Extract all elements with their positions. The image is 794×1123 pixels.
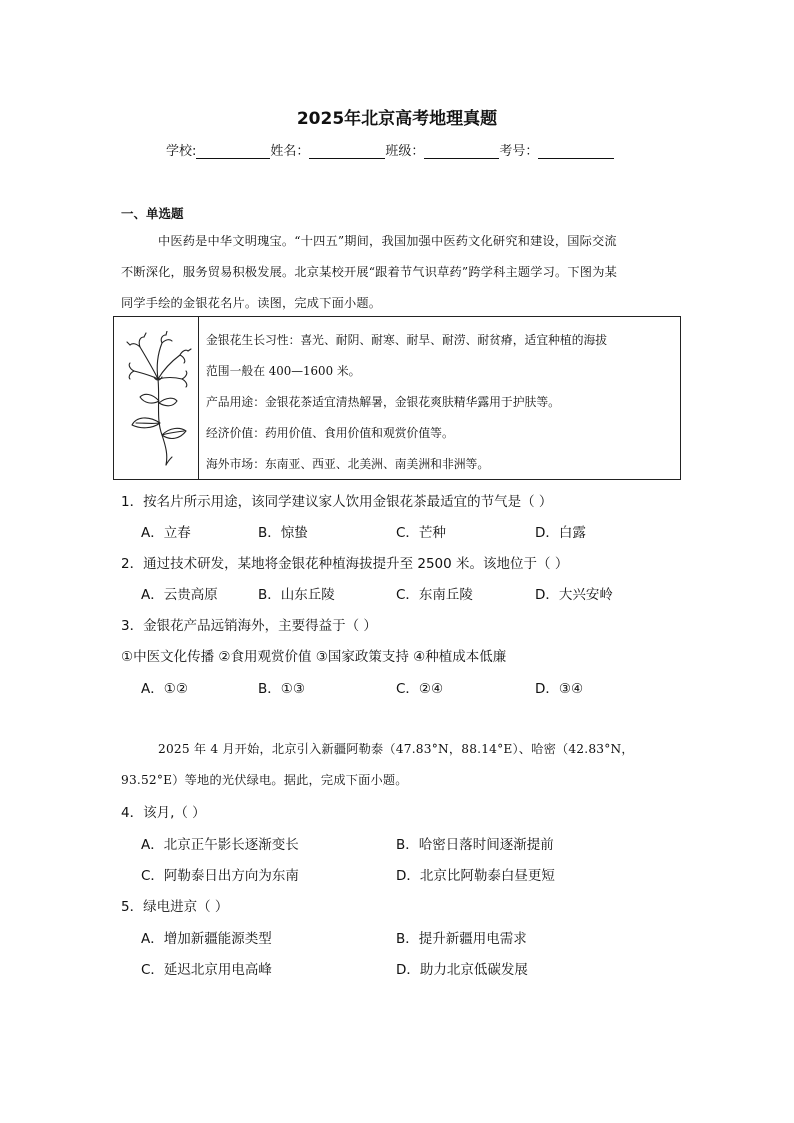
q3-option-d[interactable]: D．③④ — [535, 681, 584, 697]
q3-option-b[interactable]: B．①③ — [258, 681, 305, 697]
passage1-line1: 中医药是中华文明瑰宝。“十四五”期间，我国加强中医药文化研究和建设，国际交流 — [158, 234, 617, 248]
section-title: 一、单选题 — [121, 206, 184, 221]
question-4-stem: 4．该月,（ ） — [121, 805, 206, 821]
honeysuckle-card — [113, 316, 681, 480]
passage1-line3: 同学手绘的金银花名片。读图，完成下面小题。 — [121, 296, 382, 310]
q2-option-d[interactable]: D．大兴安岭 — [535, 587, 613, 603]
q5-option-b[interactable]: B．提升新疆用电需求 — [396, 931, 527, 947]
q2-option-a[interactable]: A．云贵高原 — [141, 587, 218, 603]
question-1-stem: 1．按名片所示用途，该同学建议家人饮用金银花茶最适宜的节气是（ ） — [121, 494, 553, 510]
info-line — [166, 140, 614, 159]
q4-option-b[interactable]: B．哈密日落时间逐渐提前 — [396, 837, 554, 853]
name-label: 姓名： — [270, 144, 310, 159]
honeysuckle-icon — [122, 331, 192, 469]
q5-option-c[interactable]: C．延迟北京用电高峰 — [141, 962, 272, 978]
q1-option-a[interactable]: A．立春 — [141, 525, 191, 541]
card-divider — [198, 317, 199, 479]
card-market: 海外市场：东南亚、西亚、北美洲、南美洲和非洲等。 — [206, 457, 490, 471]
question-5-stem: 5．绿电进京（ ） — [121, 899, 229, 915]
q3-statements: ①中医文化传播 ②食用观赏价值 ③国家政策支持 ④种植成本低廉 — [121, 649, 507, 665]
school-label: 学校: — [166, 144, 197, 159]
q2-option-b[interactable]: B．山东丘陵 — [258, 587, 335, 603]
q5-option-a[interactable]: A．增加新疆能源类型 — [141, 931, 272, 947]
q4-option-c[interactable]: C．阿勒泰日出方向为东南 — [141, 868, 299, 884]
q4-option-d[interactable]: D．北京比阿勒泰白昼更短 — [396, 868, 555, 884]
page-title: 2025年北京高考地理真题 — [296, 109, 498, 129]
exam-no-label: 考号： — [499, 144, 539, 159]
passage1-line2: 不断深化，服务贸易积极发展。北京某校开展“跟着节气识草药”跨学科主题学习。下图为某 — [121, 265, 617, 279]
q3-option-c[interactable]: C．②④ — [396, 681, 444, 697]
q1-option-b[interactable]: B．惊蛰 — [258, 525, 308, 541]
passage2-line1: 2025 年 4 月开始，北京引入新疆阿勒泰（47.83°N，88.14°E）、哈密（42.83°N， — [158, 742, 634, 756]
card-altitude: 范围一般在 400—1600 米。 — [206, 364, 361, 378]
question-3-stem: 3．金银花产品远销海外，主要得益于（ ） — [121, 618, 377, 634]
class-field[interactable] — [424, 144, 499, 159]
q5-option-d[interactable]: D．助力北京低碳发展 — [396, 962, 528, 978]
passage2-line2: 93.52°E）等地的光伏绿电。据此，完成下面小题。 — [121, 773, 408, 787]
q3-option-a[interactable]: A．①② — [141, 681, 188, 697]
exam-no-field[interactable] — [538, 144, 614, 159]
card-usage: 产品用途：金银花茶适宜清热解暑，金银花爽肤精华露用于护肤等。 — [206, 395, 560, 409]
q1-option-d[interactable]: D．白露 — [535, 525, 586, 541]
question-2-stem: 2．通过技术研发，某地将金银花种植海拔提升至 2500 米。该地位于（ ） — [121, 556, 569, 572]
class-label: 班级： — [385, 144, 425, 159]
q2-option-c[interactable]: C．东南丘陵 — [396, 587, 473, 603]
card-value: 经济价值：药用价值、食用价值和观赏价值等。 — [206, 426, 454, 440]
name-field[interactable] — [309, 144, 385, 159]
school-field[interactable] — [196, 144, 270, 159]
q4-option-a[interactable]: A．北京正午影长逐渐变长 — [141, 837, 299, 853]
q1-option-c[interactable]: C．芒种 — [396, 525, 446, 541]
card-habit: 金银花生长习性：喜光、耐阴、耐寒、耐旱、耐涝、耐贫瘠，适宜种植的海拔 — [206, 333, 608, 347]
